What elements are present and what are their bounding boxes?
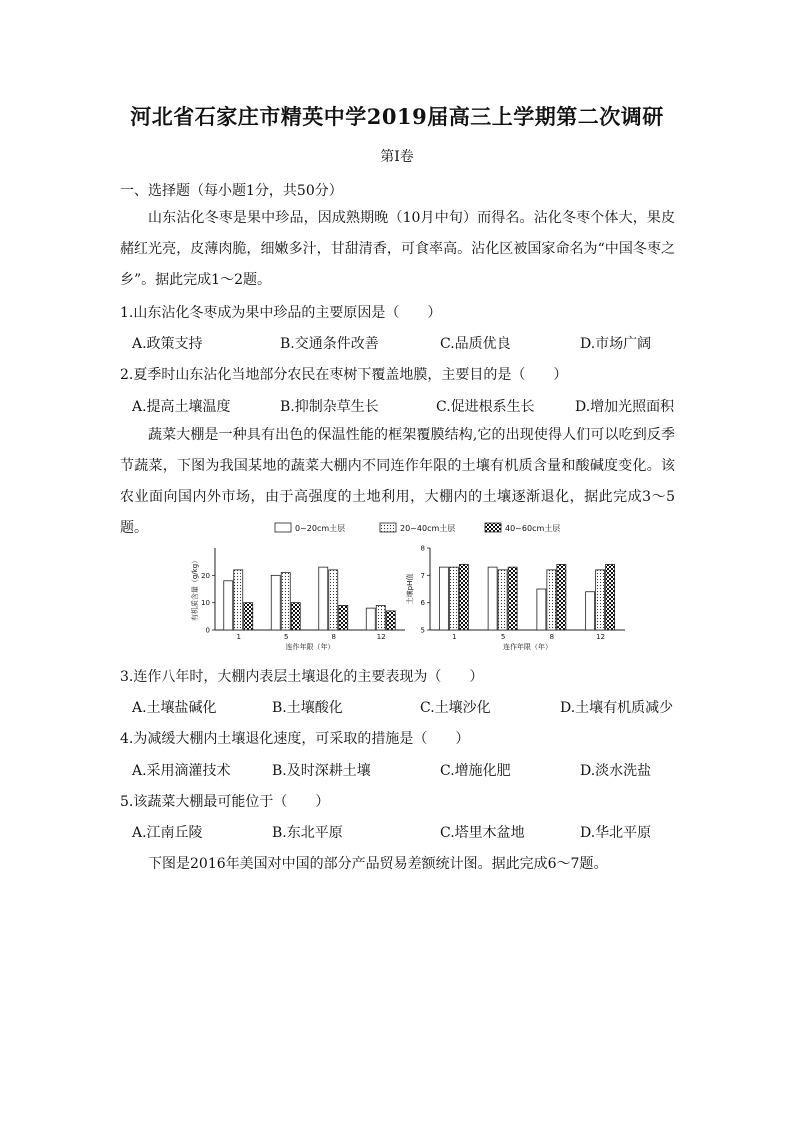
bar-organic-year-1-series-3 [244, 603, 253, 630]
legend-swatch [485, 523, 501, 532]
q1-option-a[interactable]: A.政策支持 [132, 336, 203, 352]
bar-ph-year-5-series-3 [508, 567, 517, 630]
y-tick-label: 8 [420, 544, 425, 553]
bar-ph-year-8-series-3 [557, 564, 566, 630]
passage-3: 下图是2016年美国对中国的部分产品贸易差额统计图。据此完成6～7题。 [148, 856, 608, 872]
legend-label: 40~60cm土层 [505, 524, 561, 533]
x-tick-label: 8 [549, 633, 555, 641]
bar-ph-year-1-series-3 [459, 564, 468, 630]
bar-ph-year-12-series-1 [586, 592, 595, 630]
bar-organic-year-1-series-2 [234, 570, 243, 630]
bar-organic-year-12-series-2 [376, 605, 385, 630]
passage-1: 山东沾化冬枣是果中珍品，因成熟期晚（10月中旬）而得名。沾化冬枣个体大，果皮赭红光亮，皮薄肉脆，细嫩多汁，甘甜清香，可食率高。沾化区被国家命名为“中国冬枣之乡”。据此完成1～2题。 [120, 210, 675, 288]
section-heading: 一、选择题（每小题1分，共50分） [120, 183, 343, 199]
x-tick-label: 12 [596, 633, 606, 641]
volume-label: 第Ⅰ卷 [380, 149, 414, 165]
passage-2: 蔬菜大棚是一种具有出色的保温性能的框架覆膜结构,它的出现使得人们可以吃到反季节蔬菜，下图为我国某地的蔬菜大棚内不同连作年限的土壤有机质含量和酸碱度变化。该农业面向国内外市场，由于高强度的土地利用，大棚内的土壤逐渐退化，据此完成3～5题。 [120, 427, 675, 536]
bar-ph-year-12-series-3 [606, 564, 615, 630]
q3-option-a[interactable]: A.土壤盐碱化 [132, 700, 217, 716]
bar-ph-year-12-series-2 [596, 570, 605, 630]
bar-organic-year-8-series-1 [319, 567, 328, 630]
x-tick-label: 1 [452, 633, 457, 641]
question-5-stem: 5.该蔬菜大棚最可能位于（ ） [120, 794, 330, 810]
bar-ph-year-8-series-2 [547, 570, 556, 630]
bar-ph-year-5-series-1 [488, 567, 497, 630]
q4-option-c[interactable]: C.增施化肥 [440, 763, 511, 779]
bar-organic-year-5-series-3 [291, 603, 300, 630]
legend-label: 0~20cm土层 [295, 524, 346, 533]
soil-bar-charts [185, 518, 645, 653]
question-2-stem: 2.夏季时山东沾化当地部分农民在枣树下覆盖地膜，主要目的是（ ） [120, 367, 568, 383]
bar-organic-year-8-series-2 [329, 570, 338, 630]
q2-option-a[interactable]: A.提高土壤温度 [132, 399, 231, 415]
q4-option-a[interactable]: A.采用滴灌技术 [132, 763, 231, 779]
q3-option-d[interactable]: D.土壤有机质减少 [560, 700, 674, 716]
q5-option-a[interactable]: A.江南丘陵 [132, 825, 203, 841]
soil-chart-figure [185, 518, 645, 653]
bar-ph-year-5-series-2 [498, 570, 507, 630]
question-4-stem: 4.为减缓大棚内土壤退化速度，可采取的措施是（ ） [120, 731, 470, 747]
bar-organic-year-5-series-1 [271, 575, 280, 630]
page-title: 河北省石家庄市精英中学2019届高三上学期第二次调研 [130, 104, 664, 129]
q4-option-d[interactable]: D.淡水洗盐 [580, 763, 652, 779]
y-tick-label: 5 [420, 626, 425, 635]
bar-organic-year-12-series-1 [366, 608, 375, 630]
q5-option-b[interactable]: B.东北平原 [272, 825, 343, 841]
x-tick-label: 5 [284, 633, 289, 641]
y-axis-label: 有机质含量（g/kg） [191, 556, 199, 622]
bar-ph-year-1-series-2 [449, 567, 458, 630]
q1-option-b[interactable]: B.交通条件改善 [280, 336, 379, 352]
y-tick-label: 6 [420, 599, 425, 608]
x-tick-label: 12 [376, 633, 386, 641]
bar-organic-year-8-series-3 [339, 605, 348, 630]
bar-ph-year-8-series-1 [537, 589, 546, 630]
bar-organic-year-5-series-2 [281, 573, 290, 630]
y-tick-label: 7 [420, 571, 425, 580]
x-tick-label: 8 [331, 633, 336, 641]
q4-option-b[interactable]: B.及时深耕土壤 [272, 763, 371, 779]
y-tick-label: 0 [205, 626, 210, 635]
x-axis-label: 连作年限（年） [285, 643, 335, 651]
q1-option-d[interactable]: D.市场广阔 [580, 336, 652, 352]
x-tick-label: 1 [236, 633, 241, 641]
q3-option-c[interactable]: C.土壤沙化 [420, 700, 491, 716]
q1-option-c[interactable]: C.品质优良 [440, 336, 511, 352]
legend-swatch [380, 523, 396, 532]
legend-label: 20~40cm土层 [400, 524, 456, 533]
x-axis-label: 连作年限（年） [503, 643, 552, 651]
y-tick-label: 10 [201, 599, 210, 608]
x-tick-label: 5 [500, 633, 506, 641]
y-axis-label: 土壤pH值 [406, 573, 414, 605]
bar-organic-year-12-series-3 [386, 611, 395, 630]
question-1-stem: 1.山东沾化冬枣成为果中珍品的主要原因是（ ） [120, 305, 442, 321]
legend-swatch [275, 523, 291, 532]
bar-organic-year-1-series-1 [224, 581, 233, 630]
q2-option-b[interactable]: B.抑制杂草生长 [280, 399, 379, 415]
question-3-stem: 3.连作八年时，大棚内表层土壤退化的主要表现为（ ） [120, 669, 484, 685]
q5-option-c[interactable]: C.塔里木盆地 [440, 825, 525, 841]
q2-option-d[interactable]: D.增加光照面积 [575, 399, 675, 415]
q3-option-b[interactable]: B.土壤酸化 [272, 700, 343, 716]
q2-option-c[interactable]: C.促进根系生长 [436, 399, 535, 415]
y-tick-label: 20 [201, 571, 210, 580]
bar-ph-year-1-series-1 [439, 567, 448, 630]
q5-option-d[interactable]: D.华北平原 [580, 825, 652, 841]
